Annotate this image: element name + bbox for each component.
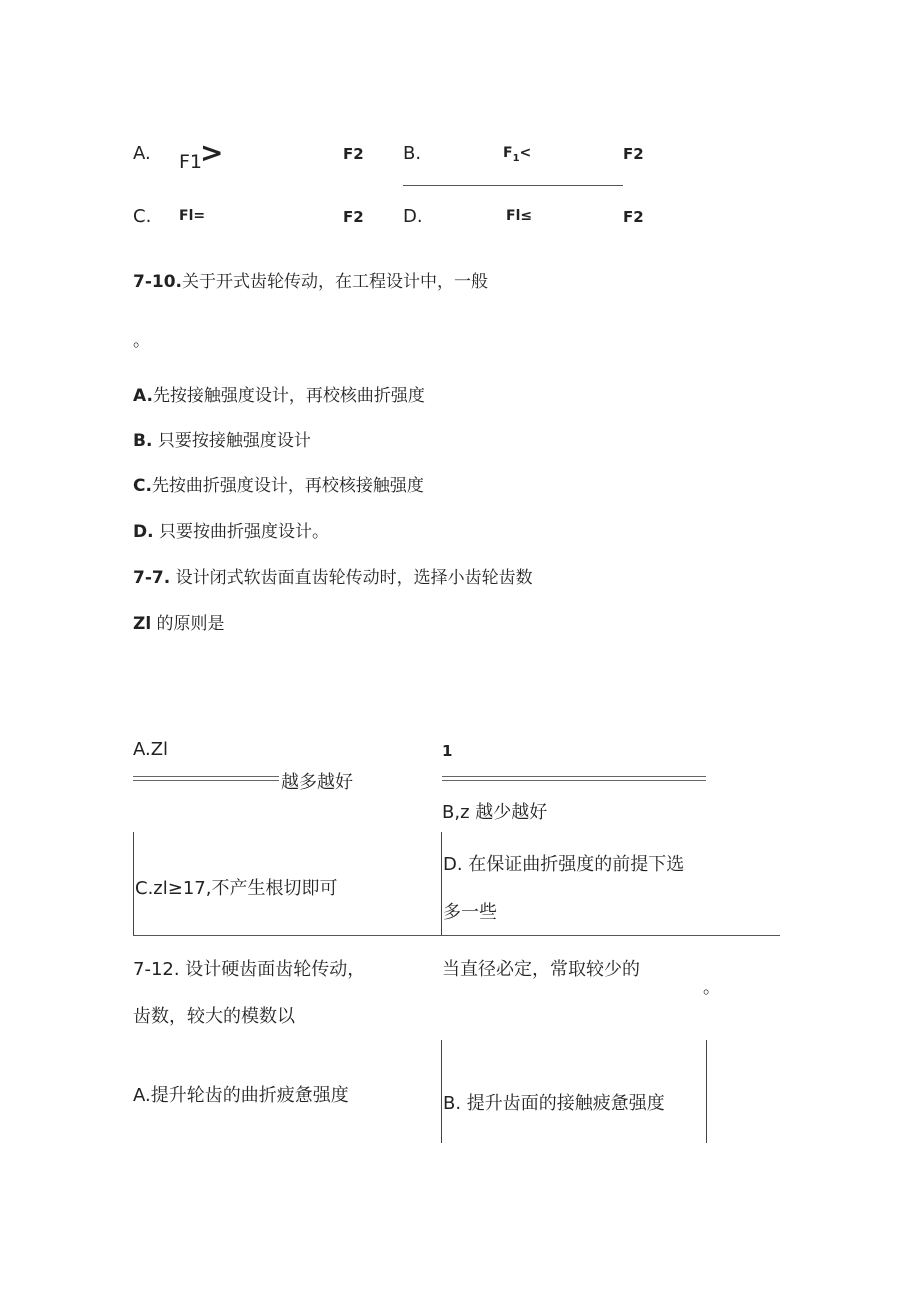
question-text: 设计闭式软齿面直齿轮传动时，选择小齿轮齿数 [170,568,533,588]
option-b-text: B. 提升齿面的接触疲惫强度 [443,1093,665,1114]
question-text: 关于开式齿轮传动，在工程设计中，一般 [182,272,488,292]
question-end-mark: 。 [133,331,150,351]
option-d-rhs: F2 [623,208,644,226]
option-text: 先按曲折强度设计，再校核接触强度 [151,476,424,496]
answer-underline [403,185,623,186]
option-text: 只要按曲折强度设计。 [153,522,329,542]
variable-zl: Zl [133,614,152,634]
option-a [133,381,425,406]
option-a-rhs: F2 [343,145,364,163]
question-end-mark: 。 [703,978,720,998]
option-b-letter: B. [403,143,422,164]
option-letter: D. [133,522,154,542]
option-c-rhs: F2 [343,208,364,226]
question-stem [133,563,533,588]
option-c-lhs: Fl= [179,208,206,224]
option-c-text: C.zl≥17,不产生根切即可 [135,878,338,899]
option-a-letter: A. [133,143,151,164]
option-letter: A. [133,386,153,406]
question-text: 的原则是 [151,614,225,634]
table-border-left [133,832,134,936]
option-a-lhs: F1 [179,151,203,173]
option-a-text: A.提升轮齿的曲折疲惫强度 [133,1085,349,1106]
option-a-label: A.Zl [133,739,169,760]
option-d [133,517,329,542]
question-stem [133,267,488,292]
option-d-text-line1: D. 在保证曲折强度的前提下选 [443,854,685,875]
option-text: 先按接触强度设计，再校核曲折强度 [152,386,425,406]
option-c-letter: C. [133,206,152,227]
question-number: 7-7. [133,568,171,588]
question-stem-left: 7-12. 设计硬齿面齿轮传动， [133,959,366,980]
question-stem-line2 [133,609,225,634]
option-b-text: B,z 越少越好 [442,802,548,823]
option-b [133,426,311,451]
option-a-text: 越多越好 [281,772,353,793]
table-border-middle [441,1040,442,1143]
superscript-mark: 1 [442,742,453,760]
option-a-double-line [133,776,279,781]
option-b-lhs: $F_1<$ [503,145,532,164]
option-text: 只要按接触强度设计 [152,431,311,451]
question-number: 7-10. [133,272,182,292]
table-border-bottom [133,935,780,936]
option-a-operator: > [200,136,224,169]
option-letter: C. [133,476,152,496]
option-b-rhs: F2 [623,145,644,163]
table-border-right [706,1040,707,1143]
option-d-lhs: Fl≤ [506,208,533,224]
option-b-double-line [442,776,706,781]
question-stem-line2: 齿数，较大的模数以 [133,1006,295,1027]
option-letter: B. [133,431,153,451]
question-stem-right: 当直径必定，常取较少的 [442,959,640,980]
table-border-middle [441,832,442,936]
option-d-text-line2: 多一些 [443,902,497,923]
option-c [133,471,424,496]
option-d-letter: D. [403,206,423,227]
